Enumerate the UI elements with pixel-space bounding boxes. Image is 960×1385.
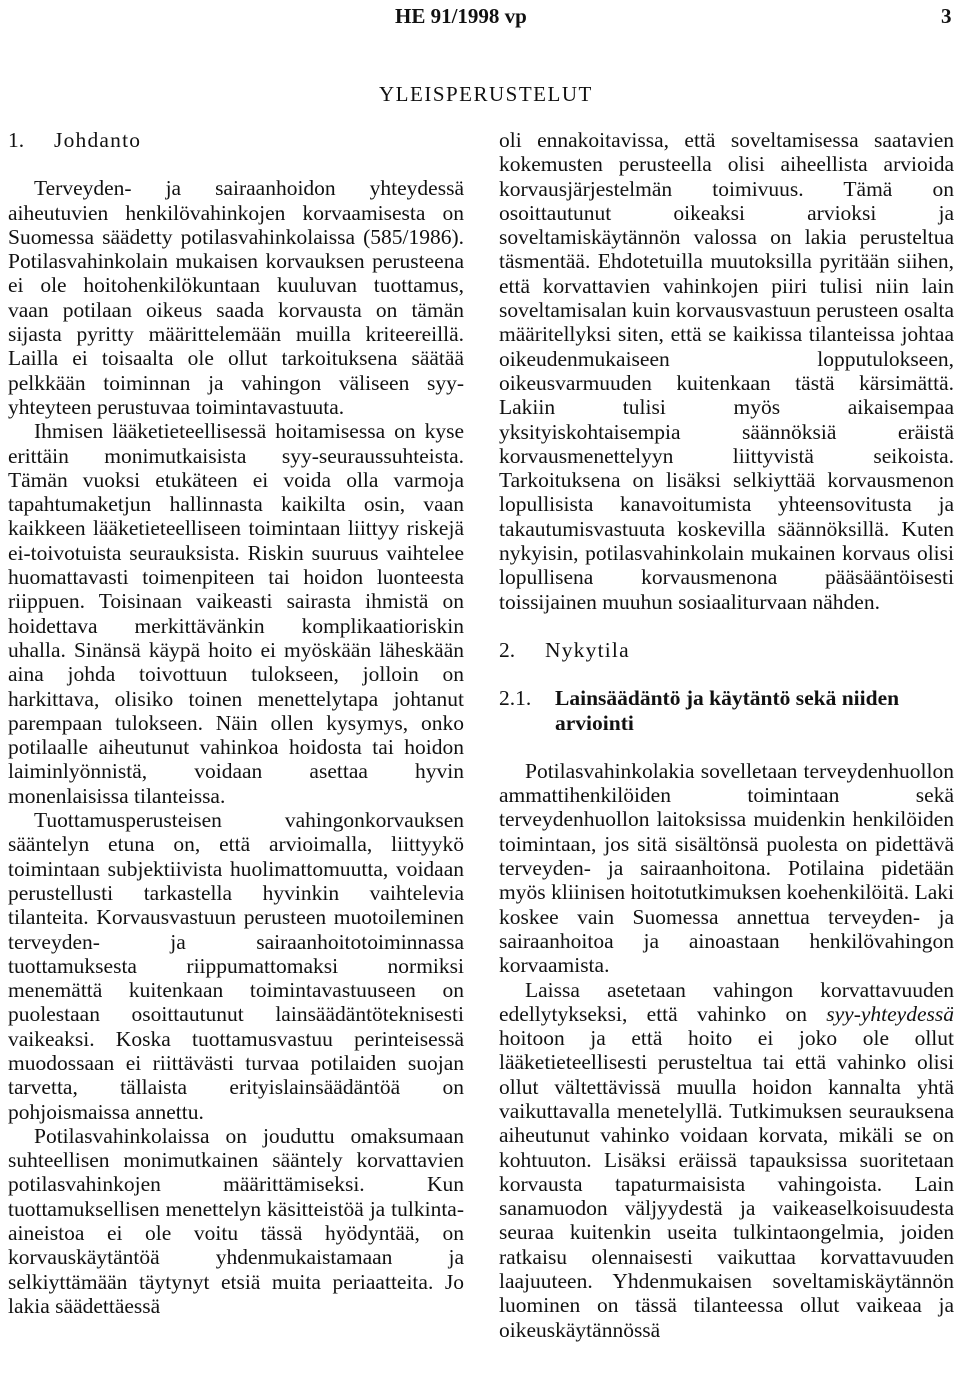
paragraph: Ihmisen lääketieteellisessä hoitamisessa on kyse erittäin monimutkaisista syy-seuraussuhteista. Tämän vuoksi etukäteen ei voida olla varmoja tapahtumaketjun hallinnasta kaikilta osin, vaan kaikkeen lääketieteelliseen toimintaan liittyy riskejä ei-toivotuista seurauksista. Riskin suuruus vaihtelee huomattavasti toimenpiteen tai hoidon luonteesta riippuen. Toisinaan vaikeasti sairasta ihmistä on hoidettava merkittävänkin komplikaatioriskin uhalla. Sinänsä käypä hoito ei myöskään läheskään aina johda toivottuun tulokseen, jolloin on harkittava, olisiko toinen menettelytapa johtanut parempaan tulokseen. Näin ollen kysymys, onko potilaalle aiheutunut vahinkoa hoidosta tai hoidon laiminlyönnistä, voidaan asettaa hyvin monenlaisissa tilanteissa. [8, 419, 464, 808]
page-number: 3 [941, 4, 952, 28]
subheading-lainsaadanto [499, 686, 954, 735]
paragraph: oli ennakoitavissa, että soveltamisessa saatavien kokemusten perusteella olisi aiheellista arvioida korvausjärjestelmän toimivuus. Tämä on osoittautunut oikeaksi arvioksi ja soveltamiskäytännön valossa on lakia perusteltua täsmentää. Ehdotetuilla muutoksilla pyritään siihen, että korvattavien vahinkojen piiri tulisi niin lain soveltamisalan kuin korvausvastuun perusteen osalta määritellyksi siten, että se kaikissa tilanteissa johtaa oikeudenmukaiseen lopputulokseen, oikeusvarmuuden kuitenkaan tästä kärsimättä. Lakiin tulisi myös aikaisempaa yksityiskohtaisempia säännöksiä eräistä korvausmenettelyyn liittyvistä seikoista. Tarkoituksena on lisäksi selkiyttää korvausmenon lopullisista kanavoitumista yhteensovitusta ja takautumisvastuuta koskevilla säännöksillä. Kuten nykyisin, potilasvahinkolain mukainen korvaus olisi lopullisena korvausmenona pääsääntöisesti toissijainen muuhun sosiaaliturvaan nähden. [499, 128, 954, 614]
heading-johdanto [8, 128, 464, 152]
subheading-number: 2.1. [499, 686, 532, 711]
paragraph [499, 978, 954, 1342]
emphasis-term: syy-yhteydessä [826, 1001, 954, 1026]
heading-nykytila [499, 638, 954, 662]
right-column [499, 128, 954, 1342]
heading-number: 1. [8, 128, 25, 152]
paragraph: Potilasvahinkolaissa on jouduttu omaksumaan suhteellisen monimutkainen sääntely korvattavien potilasvahinkojen määrittämiseksi. Kun tuottamuksellisen menettelyn käsitteistöä ja tulkinta-aineistoa ei ole voitu tässä hyödyntää, on korvauskäytäntöä yhdenmukaistamaan ja selkiyttämään täytynyt etsiä muita periaatteita. Jo lakia säädettäessä [8, 1123, 464, 1318]
left-column [8, 128, 464, 1318]
heading-text: Johdanto [54, 128, 142, 152]
paragraph: Potilasvahinkolakia sovelletaan terveydenhuollon ammattihenkilöiden toimintaan sekä terveydenhuollon laitoksissa muidenkin henkilöiden toimintaan, jos sitä sisältönsä puolesta on pidettävä terveyden- ja sairaanhoitona. Potilaina pidetään myös kliinisen hoitotutkimuksen koehenkilöitä. Laki koskee vain Suomessa annettua terveyden- ja sairaanhoitoa ja ainoastaan henkilövahingon korvaamista. [499, 758, 954, 978]
paragraph: Terveyden- ja sairaanhoidon yhteydessä aiheutuvien henkilövahinkojen korvaamisesta on Suomessa säädetty potilasvahinkolaissa (585/1986). Potilasvahinkolain mukaisen korvauksen perusteena ei ole hoitohenkilökuntaan kuuluvan tuottamus, vaan potilaan oikeus saada korvausta on tämän sijasta pyritty määrittelemään muilla kriteereillä. Lailla ei toisaalta ole ollut tarkoituksena säätää pelkkään toiminnan ja vahingon väliseen syy-yhteyteen perustuvaa toimintavastuuta. [8, 176, 464, 419]
heading-number: 2. [499, 637, 516, 662]
document-id: HE 91/1998 vp [395, 4, 527, 28]
paragraph-text: hoitoon ja että hoito ei joko ole ollut lääketieteellisesti perusteltua tai että vahinko olisi ollut vältettävissä muulla hoidon kannalta yhtä vaikuttavalla menetelyllä. Tutkimuksen seurauksena aiheutunut vahinko voidaan korvata, mikäli se on kohtuuton. Lisäksi eräissä tapauksissa suoritetaan korvausta tapaturmaisista vahingoista. Lain sanamuodon väljyydestä ja vaikeaselkoisuudesta seuraa kuitenkin useita tulkintaongelmia, joiden ratkaisu olennaisesti vaikuttaa korvattavuuden laajuuteen. Yhdenmukaisen soveltamiskäytännön luominen on tässä tilanteessa ollut vaikeaa ja oikeuskäytännössä [499, 1026, 954, 1342]
subheading-text: Lainsäädäntö ja käytäntö sekä niiden arviointi [555, 686, 900, 735]
paragraph: Tuottamusperusteisen vahingonkorvauksen sääntelyn etuna on, että arvioimalla, liittyykö toimintaan subjektiivista huolimattomuutta, voidaan perustellusti tarkastella hyvinkin vaihtelevia tilanteita. Korvausvastuun perusteen muotoileminen terveyden- ja sairaanhoitotoiminnassa tuottamuksesta riippumattomaksi normiksi menemättä kuitenkaan toimintavastuuseen on puolestaan osoittautunut lainsäädäntöteknisesti vaikeaksi. Koska tuottamusvastuu perinteisessä muodossaan ei riittävästi turvaa potilaiden suojan tarvetta, tällaista erityislainsäädäntöä on pohjoismaissa annettu. [8, 808, 464, 1124]
heading-text: Nykytila [545, 637, 630, 662]
paragraph-text: Laissa asetetaan vahingon korvattavuuden edellytykseksi, että vahinko on [499, 977, 954, 1026]
section-title: YLEISPERUSTELUT [379, 82, 593, 106]
